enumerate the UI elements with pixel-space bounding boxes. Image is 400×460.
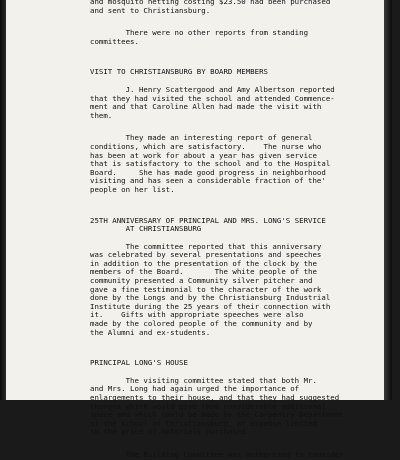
text-line: conditions, which are satisfactory. The nurse who bbox=[90, 141, 322, 151]
text-line: them. bbox=[90, 110, 113, 120]
text-line: the Alumni and ex-students. bbox=[90, 327, 211, 337]
text-line: The Building Committee was authorized to consider bbox=[90, 449, 344, 459]
text-line: The committee reported that this anniversary bbox=[90, 241, 322, 251]
text-line: changes which would give them considerable additional bbox=[90, 401, 326, 411]
document-body bbox=[90, 0, 386, 460]
section-heading-house: PRINCIPAL LONG'S HOUSE bbox=[90, 358, 188, 368]
text-line: ment and that Caroline Allen had made the visit with bbox=[90, 102, 322, 112]
text-line: There were no other reports from standing bbox=[90, 28, 309, 38]
document-page bbox=[6, 0, 392, 459]
text-line: in addition to the presentation of the clock by the bbox=[90, 258, 317, 268]
text-line: people on her list. bbox=[90, 184, 175, 194]
text-line: members of the Board. The white people of the bbox=[90, 267, 317, 277]
text-line: that they had visited the school and attended Commence- bbox=[90, 93, 335, 103]
text-line: visiting and has seen a considerable fraction of the' bbox=[90, 176, 326, 186]
text-line: that is satisfactory to the school and to the Hospital bbox=[90, 159, 331, 169]
text-line: space and which could be made by the Carpentry Department bbox=[90, 410, 344, 420]
text-line: and Mrs. Long had again urged the importance of bbox=[90, 384, 300, 394]
text-line: Institute during the 25 years of their connection with bbox=[90, 301, 331, 311]
text-line: it. Gifts with appropriate speeches were also bbox=[90, 310, 304, 320]
scan-edge-right bbox=[384, 0, 392, 400]
text-line: committees. bbox=[90, 36, 139, 46]
text-line: done by the Longs and by the Christiansburg Industrial bbox=[90, 293, 331, 303]
text-line: and mosquito netting costing $23.50 had been purchased bbox=[90, 0, 331, 6]
text-line: made by the colored people of the community and by bbox=[90, 319, 313, 329]
text-line: and sent to Christiansburg. bbox=[90, 5, 211, 15]
section-heading-anniversary-cont: AT CHRISTIANSBURG bbox=[90, 224, 202, 234]
text-line: was celebrated by several presentations and speeches bbox=[90, 250, 322, 260]
text-line: enlargements to their house, and that they had suggested bbox=[90, 393, 340, 402]
text-line: They made an interesting report of general bbox=[90, 133, 313, 143]
text-line: has been at work for about a year has given service bbox=[90, 150, 317, 160]
text-line: community presented a Community silver pitcher and bbox=[90, 276, 313, 286]
section-heading-anniversary: 25TH ANNIVERSARY OF PRINCIPAL AND MRS. LONG'S SERVICE bbox=[90, 215, 326, 225]
text-line: to the price of materials purchased. bbox=[90, 427, 251, 437]
text-line: J. Henry Scattergood and Amy Albertson reported bbox=[90, 84, 335, 94]
section-heading-visit: VISIT TO CHRISTIANSBURG BY BOARD MEMBERS bbox=[90, 67, 268, 77]
text-line: gave a fine testimonial to the character of the work bbox=[90, 284, 322, 294]
text-line: The visiting committee stated that both Mr. bbox=[90, 375, 317, 385]
text-line: Board. She has made good progress in neighborhood bbox=[90, 167, 326, 177]
text-line: of the school at Christiansburg, at expense limited bbox=[90, 418, 317, 428]
